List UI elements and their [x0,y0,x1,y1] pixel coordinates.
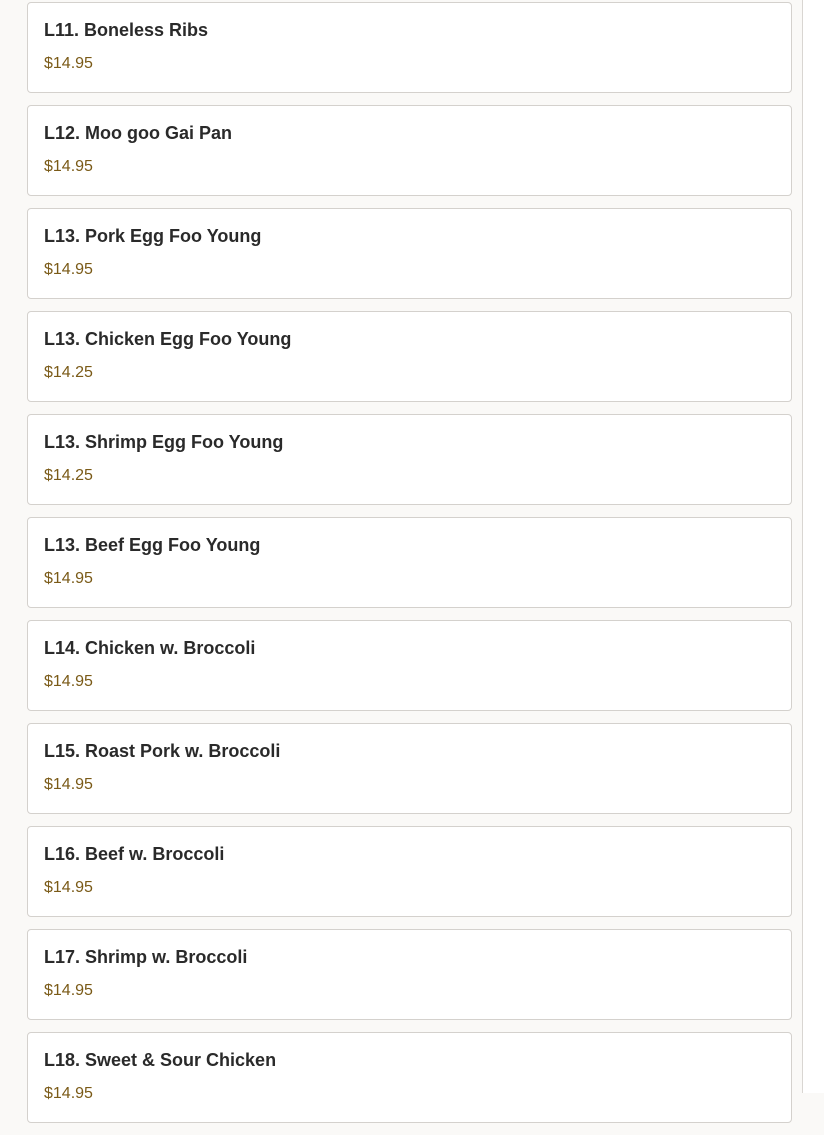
menu-item-price: $14.95 [44,55,93,72]
menu-item-name: L14. Chicken w. Broccoli [44,638,256,658]
menu-item-price: $14.95 [44,982,93,999]
menu-item-card[interactable] [27,826,792,917]
menu-item-price: $14.25 [44,467,93,484]
menu-item-price: $14.95 [44,261,93,278]
menu-item-price: $14.95 [44,570,93,587]
menu-item-list [27,2,792,1135]
menu-item-name: L13. Pork Egg Foo Young [44,226,262,246]
menu-item-name: L13. Shrimp Egg Foo Young [44,432,284,452]
menu-item-name: L12. Moo goo Gai Pan [44,123,233,143]
menu-item-card[interactable] [27,929,792,1020]
menu-item-price: $14.95 [44,776,93,793]
menu-item-card[interactable] [27,414,792,505]
menu-item-card[interactable] [27,105,792,196]
menu-item-name: L17. Shrimp w. Broccoli [44,947,248,967]
menu-item-card[interactable] [27,2,792,93]
menu-item-price: $14.95 [44,673,93,690]
menu-item-price: $14.95 [44,158,93,175]
menu-item-card[interactable] [27,620,792,711]
menu-item-name: L11. Boneless Ribs [44,20,209,40]
page-gutter [803,0,824,1093]
menu-item-price: $14.25 [44,364,93,381]
menu-item-name: L13. Chicken Egg Foo Young [44,329,292,349]
menu-item-card[interactable] [27,1032,792,1123]
menu-item-name: L16. Beef w. Broccoli [44,844,225,864]
menu-item-name: L18. Sweet & Sour Chicken [44,1050,277,1070]
menu-item-card[interactable] [27,208,792,299]
menu-item-name: L13. Beef Egg Foo Young [44,535,261,555]
menu-item-name: L15. Roast Pork w. Broccoli [44,741,281,761]
menu-item-price: $14.95 [44,879,93,896]
menu-item-card[interactable] [27,311,792,402]
menu-item-card[interactable] [27,723,792,814]
menu-item-price: $14.95 [44,1085,93,1102]
menu-item-card[interactable] [27,517,792,608]
